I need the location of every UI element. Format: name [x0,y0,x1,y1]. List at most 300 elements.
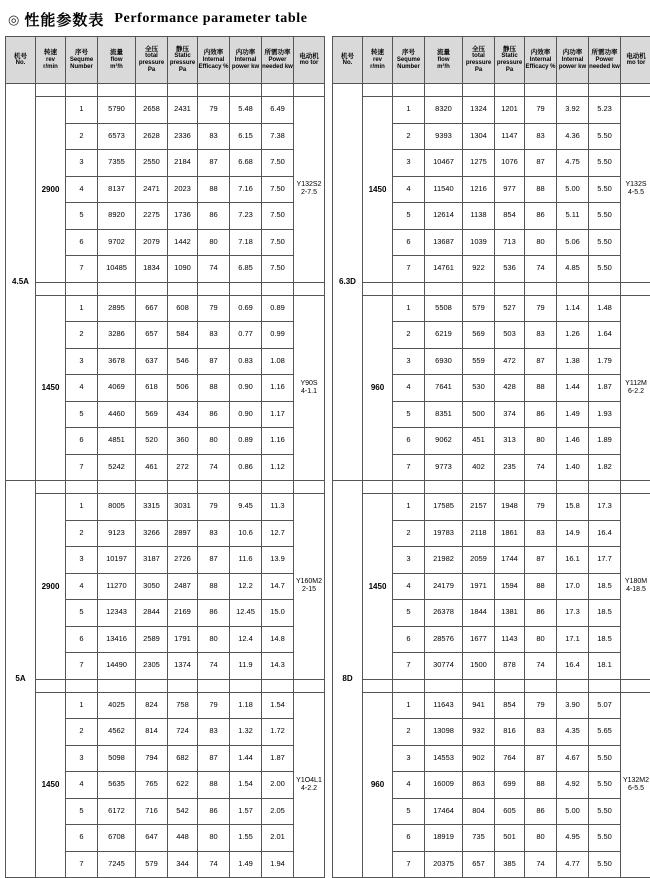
cell-ip: 4.35 [557,719,589,746]
column-header-1 [363,37,393,84]
spacer-row [6,481,325,494]
cell-flow: 6573 [98,123,136,150]
spacer-cell [557,84,589,97]
cell-ip: 1.44 [557,375,589,402]
header-cn: 流量 [437,49,450,57]
cell-flow: 5242 [98,454,136,481]
cell-sp: 434 [168,401,198,428]
header-en: Internal [235,57,257,64]
cell-flow: 10467 [425,150,463,177]
cell-flow: 7641 [425,375,463,402]
cell-sp: 1147 [495,123,525,150]
rev-cell: 960 [363,295,393,481]
cell-pn: 5.50 [589,825,621,852]
cell-eff: 80 [525,626,557,653]
spacer-cell [168,481,198,494]
cell-ip: 1.46 [557,428,589,455]
cell-ip: 1.38 [557,348,589,375]
cell-pn: 5.50 [589,203,621,230]
cell-sp: 758 [168,692,198,719]
cell-sp: 546 [168,348,198,375]
cell-ip: 7.16 [230,176,262,203]
cell-seq: 4 [66,573,98,600]
cell-pn: 1.87 [262,745,294,772]
cell-seq: 1 [393,494,425,521]
cell-pn: 5.50 [589,229,621,256]
cell-ip: 1.26 [557,322,589,349]
cell-tp: 1304 [463,123,495,150]
cell-pn: 2.00 [262,772,294,799]
cell-tp: 902 [463,745,495,772]
cell-ip: 5.11 [557,203,589,230]
cell-eff: 88 [525,176,557,203]
cell-tp: 735 [463,825,495,852]
cell-flow: 5098 [98,745,136,772]
cell-sp: 1201 [495,97,525,124]
spacer-cell [495,84,525,97]
cell-pn: 1.16 [262,375,294,402]
spacer-cell [66,481,98,494]
tables-container [0,36,650,878]
cell-eff: 80 [198,428,230,455]
cell-pn: 5.50 [589,123,621,150]
cell-tp: 647 [136,825,168,852]
cell-seq: 5 [66,203,98,230]
cell-eff: 83 [198,520,230,547]
cell-sp: 878 [495,653,525,680]
spacer-cell [621,84,650,97]
cell-flow: 11540 [425,176,463,203]
cell-flow: 8920 [98,203,136,230]
cell-ip: 9.45 [230,494,262,521]
cell-eff: 74 [198,653,230,680]
cell-ip: 3.92 [557,97,589,124]
header-en: Internal [530,57,552,64]
cell-eff: 88 [525,375,557,402]
cell-flow: 3678 [98,348,136,375]
header-en: Static [174,53,190,60]
cell-flow: 9062 [425,428,463,455]
cell-sp: 506 [168,375,198,402]
spacer-cell [495,282,525,295]
cell-tp: 2550 [136,150,168,177]
cell-ip: 1.49 [557,401,589,428]
cell-seq: 2 [393,123,425,150]
cell-tp: 1216 [463,176,495,203]
cell-seq: 7 [393,851,425,878]
cell-ip: 11.6 [230,547,262,574]
cell-ip: 4.67 [557,745,589,772]
header-cn: 静压 [176,46,189,54]
rev-cell: 960 [363,692,393,878]
header-cn: 机号 [341,53,354,61]
cell-sp: 360 [168,428,198,455]
spacer-cell [463,679,495,692]
cell-tp: 579 [136,851,168,878]
spacer-cell [262,679,294,692]
cell-tp: 618 [136,375,168,402]
cell-tp: 2628 [136,123,168,150]
cell-seq: 6 [393,428,425,455]
cell-seq: 3 [66,150,98,177]
performance-table-left [5,36,325,878]
cell-tp: 922 [463,256,495,283]
cell-sp: 2726 [168,547,198,574]
table-row [6,295,325,322]
cell-eff: 87 [198,547,230,574]
cell-eff: 74 [198,851,230,878]
cell-sp: 713 [495,229,525,256]
spacer-cell [463,84,495,97]
cell-seq: 2 [393,520,425,547]
cell-pn: 13.9 [262,547,294,574]
cell-ip: 16.1 [557,547,589,574]
cell-eff: 83 [525,322,557,349]
header-cn: 序号 [75,49,88,57]
cell-tp: 3050 [136,573,168,600]
column-header-0 [6,37,36,84]
cell-seq: 3 [66,547,98,574]
bullet-icon: ◎ [8,13,19,26]
cell-sp: 3031 [168,494,198,521]
header-unit: needed kw [589,64,620,71]
cell-ip: 4.75 [557,150,589,177]
cell-tp: 520 [136,428,168,455]
cell-seq: 1 [66,97,98,124]
cell-sp: 608 [168,295,198,322]
cell-tp: 814 [136,719,168,746]
cell-flow: 13687 [425,229,463,256]
cell-pn: 5.50 [589,851,621,878]
cell-eff: 86 [198,798,230,825]
cell-pn: 18.1 [589,653,621,680]
cell-tp: 569 [463,322,495,349]
cell-sp: 1090 [168,256,198,283]
spacer-cell [425,282,463,295]
cell-flow: 8005 [98,494,136,521]
cell-flow: 11643 [425,692,463,719]
cell-pn: 1.82 [589,454,621,481]
cell-eff: 88 [198,375,230,402]
spacer-cell [294,679,325,692]
cell-seq: 4 [393,176,425,203]
cell-pn: 18.5 [589,626,621,653]
spacer-cell [393,282,425,295]
cell-flow: 17585 [425,494,463,521]
column-header-9 [621,37,650,84]
cell-eff: 74 [198,454,230,481]
cell-ip: 17.3 [557,600,589,627]
cell-ip: 1.40 [557,454,589,481]
header-en: rev [46,57,55,64]
cell-tp: 2305 [136,653,168,680]
cell-pn: 1.93 [589,401,621,428]
header-en: Sequme [397,57,420,64]
cell-pn: 17.3 [589,494,621,521]
cell-tp: 500 [463,401,495,428]
header-unit: Efficacy % [198,64,228,71]
column-header-3 [98,37,136,84]
cell-seq: 1 [66,295,98,322]
header-cn: 转速 [44,49,57,57]
spacer-cell [525,679,557,692]
spacer-cell [393,84,425,97]
cell-ip: 1.14 [557,295,589,322]
cell-tp: 579 [463,295,495,322]
cell-eff: 79 [525,295,557,322]
header-cn: 电动机 [299,53,319,61]
cell-flow: 14553 [425,745,463,772]
cell-eff: 79 [198,97,230,124]
cell-seq: 6 [66,825,98,852]
cell-pn: 14.7 [262,573,294,600]
cell-ip: 5.06 [557,229,589,256]
header-cn: 内功率 [563,49,583,57]
cell-pn: 2.05 [262,798,294,825]
cell-pn: 1.87 [589,375,621,402]
cell-flow: 12343 [98,600,136,627]
cell-flow: 20375 [425,851,463,878]
header-unit: pressure Pa [463,60,494,74]
cell-ip: 6.68 [230,150,262,177]
motor-cell: Y132S2 2-7.5 [294,97,325,283]
cell-seq: 3 [393,150,425,177]
cell-tp: 2059 [463,547,495,574]
header-en: Power [595,57,613,64]
cell-seq: 7 [393,256,425,283]
cell-flow: 19783 [425,520,463,547]
spacer-cell [136,84,168,97]
cell-eff: 87 [525,150,557,177]
cell-eff: 88 [198,573,230,600]
cell-ip: 14.9 [557,520,589,547]
cell-ip: 1.57 [230,798,262,825]
cell-tp: 451 [463,428,495,455]
cell-sp: 536 [495,256,525,283]
cell-sp: 1143 [495,626,525,653]
cell-ip: 4.92 [557,772,589,799]
motor-cell: Y112M 6-2.2 [621,295,650,481]
cell-flow: 8137 [98,176,136,203]
cell-tp: 1138 [463,203,495,230]
cell-seq: 3 [393,348,425,375]
column-header-7 [557,37,589,84]
spacer-cell [294,282,325,295]
cell-eff: 74 [525,851,557,878]
cell-flow: 12614 [425,203,463,230]
header-unit: pressure Pa [136,60,167,74]
header-en: flow [438,57,450,64]
cell-tp: 1500 [463,653,495,680]
spacer-cell [525,282,557,295]
spacer-cell [98,679,136,692]
cell-eff: 88 [198,772,230,799]
cell-tp: 1971 [463,573,495,600]
rev-cell: 2900 [36,97,66,283]
cell-eff: 86 [525,401,557,428]
cell-tp: 2275 [136,203,168,230]
header-en: Sequme [70,57,93,64]
cell-ip: 0.90 [230,401,262,428]
cell-sp: 374 [495,401,525,428]
spacer-cell [525,481,557,494]
cell-flow: 17464 [425,798,463,825]
cell-sp: 344 [168,851,198,878]
spacer-cell [262,481,294,494]
cell-flow: 4069 [98,375,136,402]
cell-pn: 14.3 [262,653,294,680]
spacer-cell [198,282,230,295]
cell-tp: 941 [463,692,495,719]
header-cn: 流量 [110,49,123,57]
cell-flow: 13098 [425,719,463,746]
cell-seq: 2 [66,719,98,746]
cell-tp: 716 [136,798,168,825]
header-unit: Number [70,64,93,71]
cell-eff: 83 [525,719,557,746]
cell-sp: 2431 [168,97,198,124]
cell-seq: 5 [393,600,425,627]
cell-seq: 2 [66,520,98,547]
header-en: mo tor [300,60,319,67]
cell-seq: 5 [393,401,425,428]
cell-eff: 80 [198,229,230,256]
cell-pn: 15.0 [262,600,294,627]
cell-seq: 6 [66,428,98,455]
cell-seq: 7 [66,256,98,283]
cell-sp: 724 [168,719,198,746]
cell-ip: 1.49 [230,851,262,878]
cell-eff: 80 [525,229,557,256]
cell-pn: 7.50 [262,150,294,177]
spacer-cell [363,679,393,692]
column-header-5 [495,37,525,84]
cell-pn: 5.50 [589,150,621,177]
cell-pn: 1.12 [262,454,294,481]
cell-pn: 5.23 [589,97,621,124]
spacer-cell [425,679,463,692]
cell-ip: 15.8 [557,494,589,521]
spacer-cell [230,84,262,97]
cell-pn: 1.48 [589,295,621,322]
header-cn: 序号 [402,49,415,57]
cell-sp: 854 [495,203,525,230]
spacer-cell [198,679,230,692]
spacer-cell [363,84,393,97]
cell-tp: 863 [463,772,495,799]
header-en: rev [373,57,382,64]
cell-ip: 4.77 [557,851,589,878]
cell-sp: 764 [495,745,525,772]
cell-pn: 12.7 [262,520,294,547]
cell-pn: 0.99 [262,322,294,349]
cell-pn: 16.4 [589,520,621,547]
cell-pn: 5.50 [589,176,621,203]
cell-tp: 637 [136,348,168,375]
cell-flow: 9702 [98,229,136,256]
header-cn: 内效率 [204,49,224,57]
cell-pn: 5.65 [589,719,621,746]
cell-sp: 1594 [495,573,525,600]
cell-tp: 794 [136,745,168,772]
cell-ip: 1.55 [230,825,262,852]
cell-ip: 0.86 [230,454,262,481]
header-unit: needed kw [262,64,293,71]
cell-eff: 87 [198,348,230,375]
cell-flow: 9773 [425,454,463,481]
table-row [6,692,325,719]
cell-sp: 1076 [495,150,525,177]
cell-tp: 2471 [136,176,168,203]
cell-pn: 5.50 [589,798,621,825]
cell-flow: 9123 [98,520,136,547]
cell-eff: 80 [525,428,557,455]
spacer-cell [363,282,393,295]
cell-sp: 2487 [168,573,198,600]
cell-tp: 1677 [463,626,495,653]
header-en: Internal [203,57,225,64]
spacer-cell [425,84,463,97]
cell-sp: 1744 [495,547,525,574]
cell-sp: 2184 [168,150,198,177]
cell-seq: 1 [66,692,98,719]
cell-ip: 17.0 [557,573,589,600]
cell-ip: 6.15 [230,123,262,150]
spacer-cell [495,679,525,692]
cell-pn: 1.72 [262,719,294,746]
cell-sp: 428 [495,375,525,402]
cell-eff: 83 [198,322,230,349]
cell-flow: 6930 [425,348,463,375]
spacer-cell [393,679,425,692]
spacer-cell [168,282,198,295]
spacer-cell [621,679,650,692]
spacer-row [333,282,650,295]
cell-sp: 1374 [168,653,198,680]
cell-tp: 1275 [463,150,495,177]
cell-eff: 88 [198,176,230,203]
spacer-cell [393,481,425,494]
cell-flow: 14490 [98,653,136,680]
cell-sp: 2023 [168,176,198,203]
cell-flow: 10197 [98,547,136,574]
cell-ip: 1.54 [230,772,262,799]
column-header-5 [168,37,198,84]
cell-ip: 1.32 [230,719,262,746]
cell-pn: 18.5 [589,600,621,627]
cell-seq: 2 [66,123,98,150]
cell-sp: 313 [495,428,525,455]
column-header-2 [393,37,425,84]
spacer-cell [136,481,168,494]
cell-sp: 854 [495,692,525,719]
cell-ip: 10.6 [230,520,262,547]
cell-seq: 7 [393,653,425,680]
table-header-row [6,37,325,84]
cell-seq: 1 [66,494,98,521]
spacer-cell [495,481,525,494]
spacer-cell [66,679,98,692]
cell-sp: 2169 [168,600,198,627]
header-cn: 转速 [371,49,384,57]
spacer-cell [621,481,650,494]
cell-eff: 87 [198,150,230,177]
cell-flow: 30774 [425,653,463,680]
spacer-cell [621,282,650,295]
cell-pn: 1.08 [262,348,294,375]
cell-ip: 5.00 [557,798,589,825]
cell-seq: 7 [393,454,425,481]
